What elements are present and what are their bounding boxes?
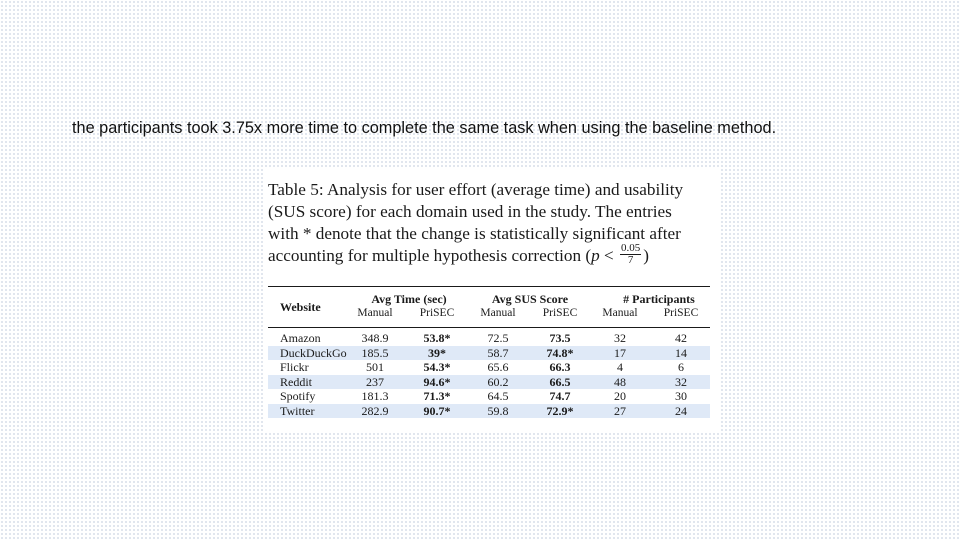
table-figure [264, 168, 720, 433]
slide-body-text: the participants took 3.75x more time to complete the same task when using the baseline method. [72, 119, 777, 137]
cell-time-prisec: 71.3* [423, 389, 451, 403]
cell-time-prisec: 53.8* [423, 331, 451, 345]
subheader-time-prisec: PriSEC [419, 307, 455, 319]
caption-line-2: (SUS score) for each domain used in the study. The entries [268, 202, 672, 221]
cell-part-manual: 4 [617, 360, 623, 374]
table-top-rule [268, 286, 710, 287]
caption-line-4 [268, 241, 718, 269]
cell-sus-manual: 64.5 [487, 389, 509, 403]
header-website: Website [280, 300, 321, 314]
cell-website: Reddit [280, 374, 312, 389]
cell-sus-prisec: 66.5 [549, 374, 571, 389]
caption-line-4-suffix: ) [643, 246, 650, 265]
cell-sus-prisec: 72.9* [546, 403, 574, 418]
subheader-time-manual: Manual [357, 307, 393, 319]
table-mid-rule [268, 327, 710, 328]
cell-sus-prisec: 74.7 [549, 389, 571, 403]
caption-fraction [620, 243, 641, 266]
caption-line-3: with * denote that the change is statistically significant after [268, 224, 681, 243]
cell-sus-manual: 58.7 [487, 345, 509, 360]
cell-website: Flickr [280, 360, 309, 374]
table-row [268, 360, 710, 375]
cell-website: Amazon [280, 331, 321, 345]
cell-time-manual: 237 [366, 374, 384, 389]
cell-part-prisec: 6 [678, 360, 684, 374]
cell-sus-manual: 65.6 [487, 360, 509, 374]
cell-time-manual: 282.9 [361, 403, 389, 418]
subheader-sus-prisec: PriSEC [542, 307, 578, 319]
fraction-denominator: 7 [627, 253, 634, 266]
cell-part-prisec: 42 [675, 331, 687, 345]
cell-time-manual: 185.5 [361, 345, 389, 360]
subheader-sus-manual: Manual [480, 307, 516, 319]
cell-website: Twitter [280, 403, 315, 418]
cell-time-manual: 501 [366, 360, 384, 374]
subheader-part-manual: Manual [602, 307, 638, 319]
cell-part-manual: 20 [614, 389, 626, 403]
fraction-numerator: 0.05 [621, 241, 641, 254]
table-row [268, 389, 710, 404]
cell-part-prisec: 32 [675, 374, 687, 389]
table-row [268, 331, 710, 346]
subheader-part-prisec: PriSEC [663, 307, 699, 319]
cell-part-prisec: 30 [675, 389, 687, 403]
table-caption [268, 179, 718, 269]
cell-part-prisec: 14 [675, 345, 687, 360]
cell-time-manual: 348.9 [361, 331, 389, 345]
table-row [268, 404, 710, 419]
cell-time-prisec: 39* [428, 345, 446, 360]
cell-part-manual: 32 [614, 331, 626, 345]
header-avg-sus: Avg SUS Score [491, 292, 569, 306]
cell-time-prisec: 54.3* [423, 360, 451, 374]
table-row [268, 375, 710, 390]
cell-time-prisec: 94.6* [423, 374, 451, 389]
cell-sus-manual: 60.2 [487, 374, 509, 389]
cell-time-manual: 181.3 [361, 389, 389, 403]
caption-less-than: < [599, 246, 619, 265]
caption-line-4-prefix: accounting for multiple hypothesis correction ( [268, 246, 592, 265]
cell-sus-manual: 72.5 [487, 331, 509, 345]
cell-sus-manual: 59.8 [487, 403, 509, 418]
cell-website: DuckDuckGo [280, 345, 347, 360]
cell-part-manual: 48 [614, 374, 626, 389]
cell-part-manual: 27 [614, 403, 626, 418]
cell-sus-prisec: 73.5 [549, 331, 571, 345]
header-avg-time: Avg Time (sec) [371, 292, 447, 306]
caption-line-1: Table 5: Analysis for user effort (average time) and usability [268, 180, 684, 199]
table-body [268, 331, 710, 418]
cell-part-manual: 17 [614, 345, 626, 360]
caption-p-variable: p [591, 246, 600, 265]
table-row [268, 346, 710, 361]
cell-part-prisec: 24 [675, 403, 687, 418]
cell-time-prisec: 90.7* [423, 403, 451, 418]
cell-website: Spotify [280, 389, 316, 403]
header-participants: # Participants [623, 292, 695, 306]
cell-sus-prisec: 66.3 [549, 360, 571, 374]
cell-sus-prisec: 74.8* [546, 345, 574, 360]
